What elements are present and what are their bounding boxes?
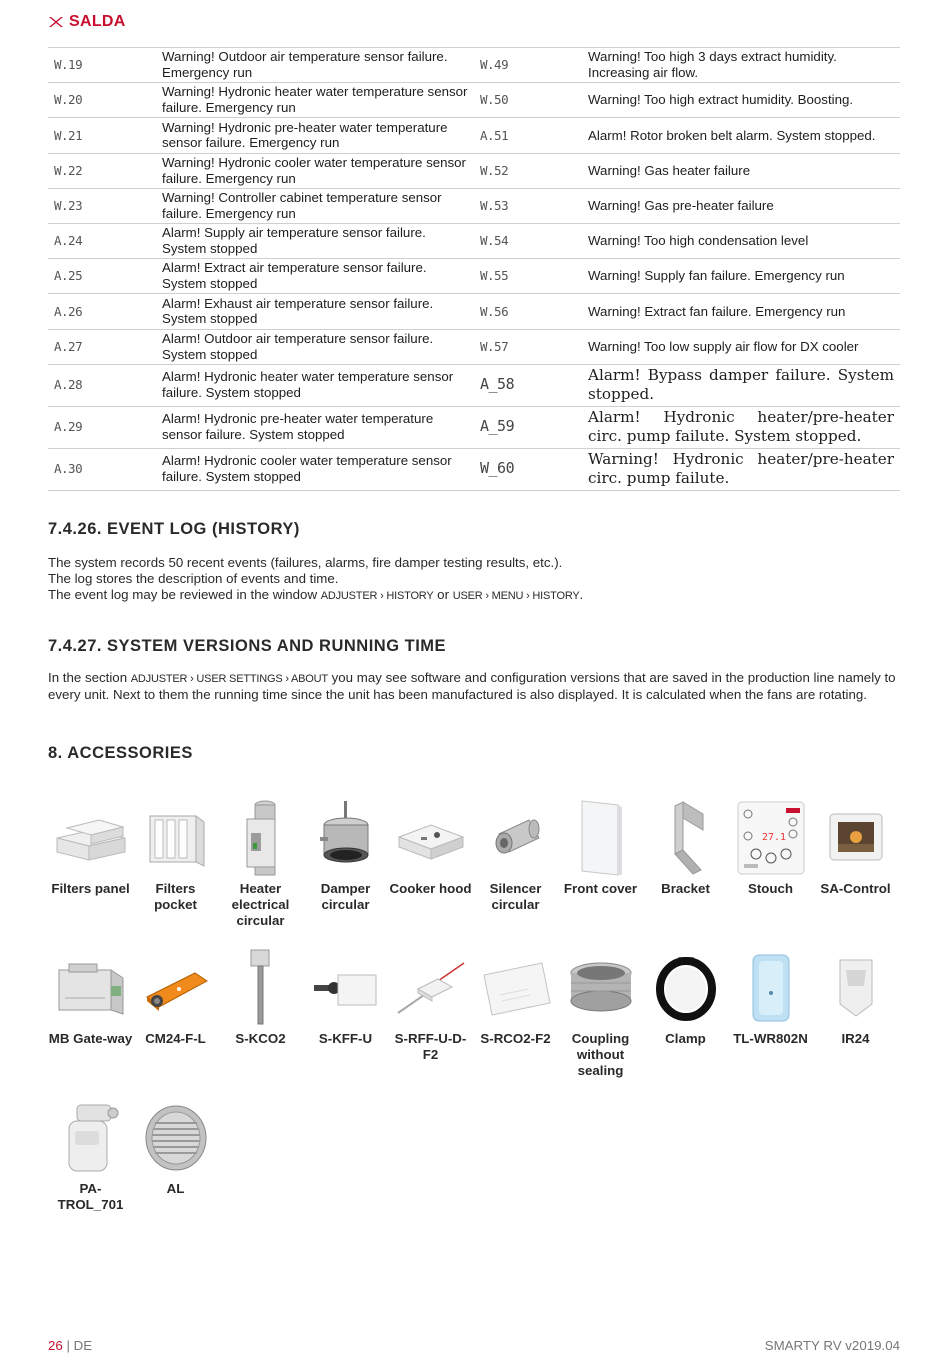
accessory-label: CM24-F-L [145, 1031, 206, 1046]
patrol-icon [61, 1101, 121, 1175]
clamp-icon [656, 955, 716, 1021]
accessory-label: Front cover [563, 881, 638, 896]
accessory-silencer [473, 796, 558, 913]
error-code: W.56 [474, 294, 588, 329]
error-code: W.54 [474, 223, 588, 258]
error-code: A.30 [48, 448, 162, 490]
error-description: Warning! Extract fan failure. Emergency run [588, 294, 900, 329]
accessory-stouch [728, 796, 813, 897]
error-code: W.23 [48, 188, 162, 223]
table-row [48, 48, 900, 83]
error-code: W.49 [474, 48, 588, 83]
error-description: Alarm! Hydronic heater water temperature sensor failure. System stopped [162, 364, 474, 406]
error-description: Alarm! Hydronic cooler water temperature sensor failure. System stopped [162, 448, 474, 490]
error-code: W_60 [474, 448, 588, 490]
error-description: Warning! Too high extract humidity. Boosting. [588, 83, 900, 118]
accessory-s-rco2 [473, 946, 558, 1047]
versions-text: In the section ADJUSTER › USER SETTINGS › ABOUT you may see software and configuration versions that are saved in the production line namely to every unit. Next to them the running time since the unit has been manufactured is also displayed. It is calculated when the fans are rotating. [48, 670, 896, 702]
error-code: A.51 [474, 118, 588, 153]
error-description: Warning! Hydronic heater water temperature sensor failure. Emergency run [162, 83, 474, 118]
error-description: Warning! Hydronic cooler water temperature sensor failure. Emergency run [162, 153, 474, 188]
menu-path-user-history: USER › MENU › HISTORY [452, 590, 580, 602]
accessory-label: S-KFF-U [318, 1031, 373, 1046]
menu-path-about: ADJUSTER › USER SETTINGS › ABOUT [130, 673, 328, 685]
brand-name: SALDA [69, 13, 126, 30]
accessory-coupling [558, 946, 643, 1079]
section-title-versions: 7.4.27. SYSTEM VERSIONS AND RUNNING TIME [48, 637, 447, 655]
accessory-label: Coupling without sealing [571, 1031, 630, 1078]
error-description: Alarm! Exhaust air temperature sensor failure. System stopped [162, 294, 474, 329]
document-version: SMARTY RV v2019.04 [764, 1338, 900, 1353]
accessory-clamp [643, 946, 728, 1047]
table-row [48, 448, 900, 490]
accessory-label: AL [166, 1181, 185, 1196]
accessory-damper [303, 796, 388, 913]
error-description: Warning! Controller cabinet temperature sensor failure. Emergency run [162, 188, 474, 223]
accessory-patrol [48, 1096, 133, 1213]
router-icon [747, 953, 795, 1023]
error-code: W.21 [48, 118, 162, 153]
event-log-line-2: The log stores the description of events and time. [48, 571, 339, 586]
salda-logo [48, 13, 126, 31]
error-code: W.19 [48, 48, 162, 83]
accessory-s-kff-u [303, 946, 388, 1047]
accessory-label: S-RFF-U-D-F2 [394, 1031, 467, 1062]
error-code: W.55 [474, 259, 588, 294]
event-log-text [48, 555, 908, 604]
error-description: Warning! Gas pre-heater failure [588, 188, 900, 223]
page-number: 26 | DE [48, 1338, 93, 1353]
table-row [48, 294, 900, 329]
accessory-filters-pocket [133, 796, 218, 913]
accessory-grille [133, 1096, 218, 1197]
accessory-label: Stouch [747, 881, 794, 896]
filters-pocket-icon [146, 806, 206, 870]
sa-control-icon [828, 812, 884, 864]
error-description: Alarm! Hydronic heater/pre-heater circ. pump failute. System stopped. [588, 406, 900, 448]
accessory-mb-gateway [48, 946, 133, 1047]
section-title-event-log: 7.4.26. EVENT LOG (HISTORY) [48, 520, 300, 538]
table-row [48, 188, 900, 223]
error-description: Alarm! Hydronic pre-heater water temperature sensor failure. System stopped [162, 406, 474, 448]
accessory-label: Filters pocket [154, 881, 197, 912]
heater-icon [239, 799, 283, 877]
table-row [48, 83, 900, 118]
accessory-label: IR24 [841, 1031, 870, 1046]
error-description: Alarm! Extract air temperature sensor failure. System stopped [162, 259, 474, 294]
stouch-screen-text: 27.1 [761, 832, 786, 843]
damper-icon [316, 799, 376, 877]
front-cover-icon [576, 799, 626, 877]
actuator-icon [141, 963, 211, 1013]
error-description: Warning! Supply fan failure. Emergency run [588, 259, 900, 294]
accessory-label: TL-WR802N [733, 1031, 808, 1046]
error-description: Alarm! Outdoor air temperature sensor failure. System stopped [162, 329, 474, 364]
error-code-table [48, 47, 900, 491]
accessory-label: Clamp [665, 1031, 706, 1046]
accessory-label: Bracket [661, 881, 710, 896]
error-code: A.29 [48, 406, 162, 448]
table-row [48, 329, 900, 364]
error-description: Warning! Hydronic pre-heater water temperature sensor failure. Emergency run [162, 118, 474, 153]
accessory-label: Cooker hood [389, 881, 472, 896]
error-description: Alarm! Rotor broken belt alarm. System stopped. [588, 118, 900, 153]
error-code: W.52 [474, 153, 588, 188]
error-code: A.26 [48, 294, 162, 329]
accessory-cm24 [133, 946, 218, 1047]
room-co2-icon [480, 959, 552, 1017]
error-description: Warning! Hydronic heater/pre-heater circ. pump failute. [588, 448, 900, 490]
error-description: Warning! Too high condensation level [588, 223, 900, 258]
error-code: W.50 [474, 83, 588, 118]
stouch-icon [736, 800, 806, 876]
accessory-cooker-hood [388, 796, 473, 897]
error-code: A.27 [48, 329, 162, 364]
accessory-label: PA-TROL_701 [57, 1181, 124, 1212]
accessory-sa-control [813, 796, 898, 897]
accessory-label: SA-Control [820, 881, 891, 896]
error-code: A.24 [48, 223, 162, 258]
accessory-label: Silencer circular [489, 881, 542, 912]
accessory-label: Damper circular [320, 881, 371, 912]
grille-icon [143, 1103, 209, 1173]
accessory-router [728, 946, 813, 1047]
error-code: W.20 [48, 83, 162, 118]
accessory-label: S-RCO2-F2 [480, 1031, 551, 1046]
co2-sensor-icon [241, 948, 281, 1028]
error-code: A.25 [48, 259, 162, 294]
error-description: Warning! Too low supply air flow for DX cooler [588, 329, 900, 364]
accessory-label: Filters panel [51, 881, 130, 896]
ir24-icon [834, 956, 878, 1020]
accessory-s-rff [388, 946, 473, 1063]
silencer-icon [485, 812, 547, 864]
table-row [48, 259, 900, 294]
error-code: A_59 [474, 406, 588, 448]
room-sensor-icon [394, 959, 468, 1017]
duct-sensor-icon [310, 963, 382, 1013]
accessory-front-cover [558, 796, 643, 897]
table-row [48, 223, 900, 258]
table-row [48, 406, 900, 448]
table-row [48, 153, 900, 188]
accessory-s-kco2 [218, 946, 303, 1047]
cooker-hood-icon [395, 811, 467, 865]
accessory-bracket [643, 796, 728, 897]
error-code: A_58 [474, 364, 588, 406]
bracket-icon [659, 800, 713, 876]
mb-gateway-icon [55, 960, 127, 1016]
menu-path-history: ADJUSTER › HISTORY [320, 590, 434, 602]
accessory-filters-panel [48, 796, 133, 897]
error-code: W.57 [474, 329, 588, 364]
table-row [48, 118, 900, 153]
error-code: W.22 [48, 153, 162, 188]
accessory-label: Heater electrical circular [231, 881, 290, 928]
error-code: W.53 [474, 188, 588, 223]
accessory-heater [218, 796, 303, 929]
error-description: Warning! Outdoor air temperature sensor failure. Emergency run [162, 48, 474, 83]
table-row [48, 364, 900, 406]
accessory-label: S-KCO2 [235, 1031, 286, 1046]
accessory-label: MB Gate-way [48, 1031, 133, 1046]
event-log-line-1: The system records 50 recent events (failures, alarms, fire damper testing results, etc.). [48, 555, 563, 570]
filters-panel-icon [53, 808, 129, 868]
accessory-ir24 [813, 946, 898, 1047]
coupling-icon [568, 959, 634, 1017]
salda-logo-icon [48, 14, 64, 30]
error-description: Alarm! Supply air temperature sensor failure. System stopped [162, 223, 474, 258]
error-description: Warning! Gas heater failure [588, 153, 900, 188]
error-description: Warning! Too high 3 days extract humidity. Increasing air flow. [588, 48, 900, 83]
section-title-accessories: 8. ACCESSORIES [48, 744, 193, 762]
event-log-line-3: The event log may be reviewed in the window ADJUSTER › HISTORY or USER › MENU › HISTORY. [48, 587, 584, 602]
error-code: A.28 [48, 364, 162, 406]
error-description: Alarm! Bypass damper failure. System stopped. [588, 364, 900, 406]
